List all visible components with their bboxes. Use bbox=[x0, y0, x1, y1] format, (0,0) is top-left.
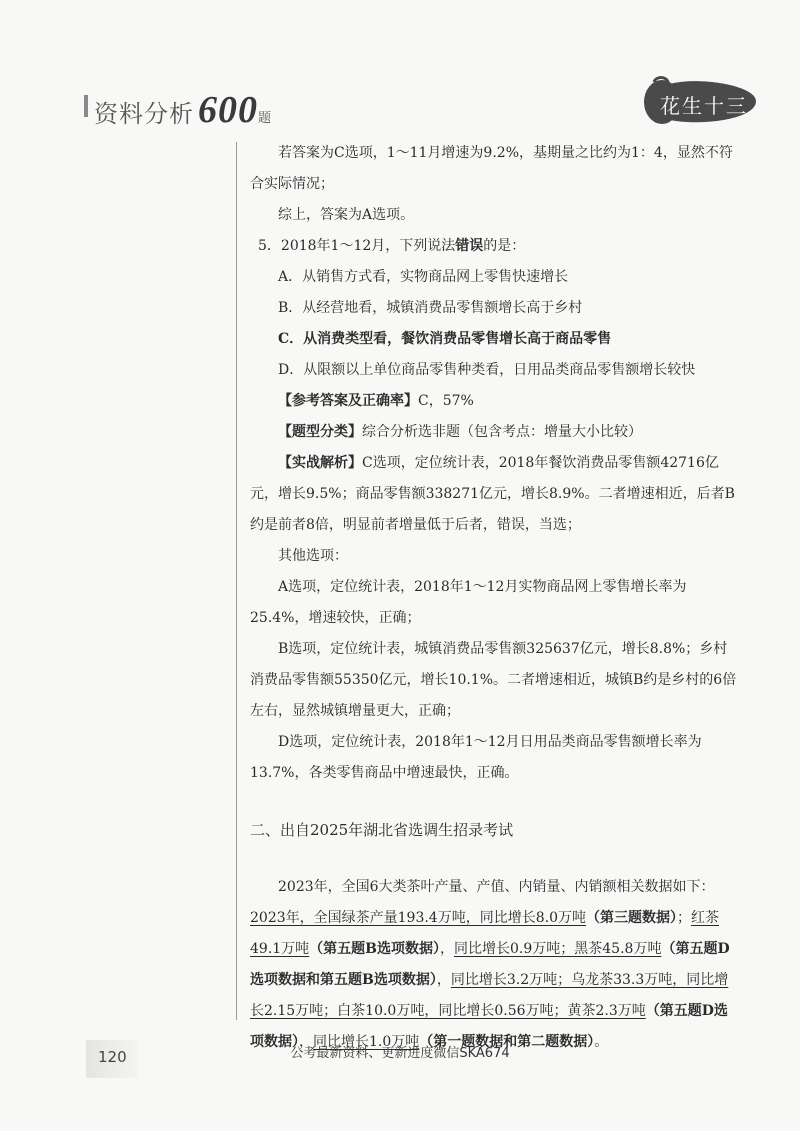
material-underlined: 同比增长0.9万吨；黑茶45.8万吨 bbox=[454, 941, 662, 957]
reference-label: 【参考答案及正确率】 bbox=[278, 393, 418, 409]
analysis-label: 【实战解析】 bbox=[278, 455, 362, 471]
material-sep: ， bbox=[299, 1034, 313, 1050]
question-text-end: 的是： bbox=[483, 238, 526, 254]
material-note: （第五题D选项数据和第五题B选项数据） bbox=[250, 941, 730, 988]
material-sep: ， bbox=[436, 972, 451, 988]
page-content bbox=[250, 138, 738, 1058]
paragraph: 综上，答案为A选项。 bbox=[278, 207, 415, 223]
paragraph: 若答案为C选项，1～11月增速为9.2%，基期量之比约为1：4，显然不符合实际情况； bbox=[250, 145, 733, 192]
material-underlined: 同比增长3.2万吨；乌龙茶33.3万吨，同比增长2.15万吨；白茶10.0万吨，同比增长0.56万吨；黄茶2.3万吨 bbox=[250, 972, 729, 1019]
brand-name: 花生十三 bbox=[660, 94, 748, 118]
option-a: A．从销售方式看，实物商品网上零售快速增长 bbox=[278, 269, 569, 285]
paragraph: A选项，定位统计表，2018年1～12月实物商品网上零售增长率为25.4%，增速较快，正确； bbox=[250, 579, 687, 626]
option-d: D．从限额以上单位商品零售种类看，日用品类商品零售额增长较快 bbox=[278, 362, 696, 378]
section-heading: 二、出自2025年湖北省选调生招录考试 bbox=[250, 821, 514, 839]
reference-answer bbox=[250, 386, 738, 417]
question-type bbox=[250, 417, 738, 448]
book-title-number: 600 bbox=[198, 89, 258, 131]
reference-value: C，57% bbox=[418, 393, 474, 409]
margin-rule bbox=[236, 142, 237, 1020]
spacer bbox=[250, 789, 738, 815]
footer-note: 公考最新资料、更新进度微信SKA674 bbox=[290, 1046, 510, 1061]
material-intro: 2023年，全国6大类茶叶产量、产值、内销量、内销额相关数据如下： bbox=[278, 879, 715, 895]
type-label: 【题型分类】 bbox=[278, 424, 362, 440]
material-underlined: 2023年，全国绿茶产量193.4万吨，同比增长8.0万吨 bbox=[250, 910, 586, 926]
book-title-suffix: 题 bbox=[258, 111, 273, 126]
material-note: （第五题B选项数据） bbox=[309, 941, 441, 957]
header-accent-bar bbox=[84, 95, 88, 117]
analysis bbox=[250, 448, 738, 541]
paragraph: B选项，定位统计表，城镇消费品零售额325637亿元，增长8.8%；乡村消费品零售额55350亿元，增长10.1%。二者增速相近，城镇B约是乡村的6倍左右，显然城镇增量更大，正确； bbox=[250, 641, 737, 719]
material-underlined: 红茶49.1万吨 bbox=[250, 910, 719, 957]
material-paragraph bbox=[250, 872, 738, 1058]
book-title-text: 资料分析 bbox=[94, 100, 194, 128]
question-text: 5．2018年1～12月，下列说法 bbox=[258, 238, 456, 254]
option-b: B．从经营地看，城镇消费品零售额增长高于乡村 bbox=[278, 300, 583, 316]
material-note: （第一题数据和第二题数据） bbox=[419, 1034, 595, 1050]
question-keyword: 错误 bbox=[455, 238, 484, 254]
type-value: 综合分析选非题（包含考点：增量大小比较） bbox=[362, 424, 642, 440]
material-note: （第三题数据） bbox=[585, 910, 677, 926]
page-number: 120 bbox=[98, 1048, 127, 1066]
material-underlined: 同比增长1.0万吨 bbox=[313, 1034, 420, 1050]
material-sep: 。 bbox=[594, 1034, 609, 1050]
book-title bbox=[94, 88, 272, 132]
question-5 bbox=[250, 231, 738, 262]
option-c: C．从消费类型看，餐饮消费品零售增长高于商品零售 bbox=[278, 331, 612, 347]
spacer bbox=[250, 846, 738, 872]
material-sep: ， bbox=[440, 941, 455, 957]
paragraph: D选项，定位统计表，2018年1～12月日用品类商品零售额增长率为13.7%，各类零售商品中增速最快，正确。 bbox=[250, 734, 702, 781]
material-sep: ； bbox=[676, 910, 691, 926]
analysis-value: C选项，定位统计表，2018年餐饮消费品零售额42716亿元，增长9.5%；商品零售额338271亿元，增长8.9%。二者增速相近，后者B约是前者8倍，明显前者增量低于后者，错误，当选； bbox=[250, 455, 735, 533]
material-note: （第五题D选项数据） bbox=[250, 1003, 728, 1050]
paragraph: 其他选项： bbox=[278, 548, 348, 564]
